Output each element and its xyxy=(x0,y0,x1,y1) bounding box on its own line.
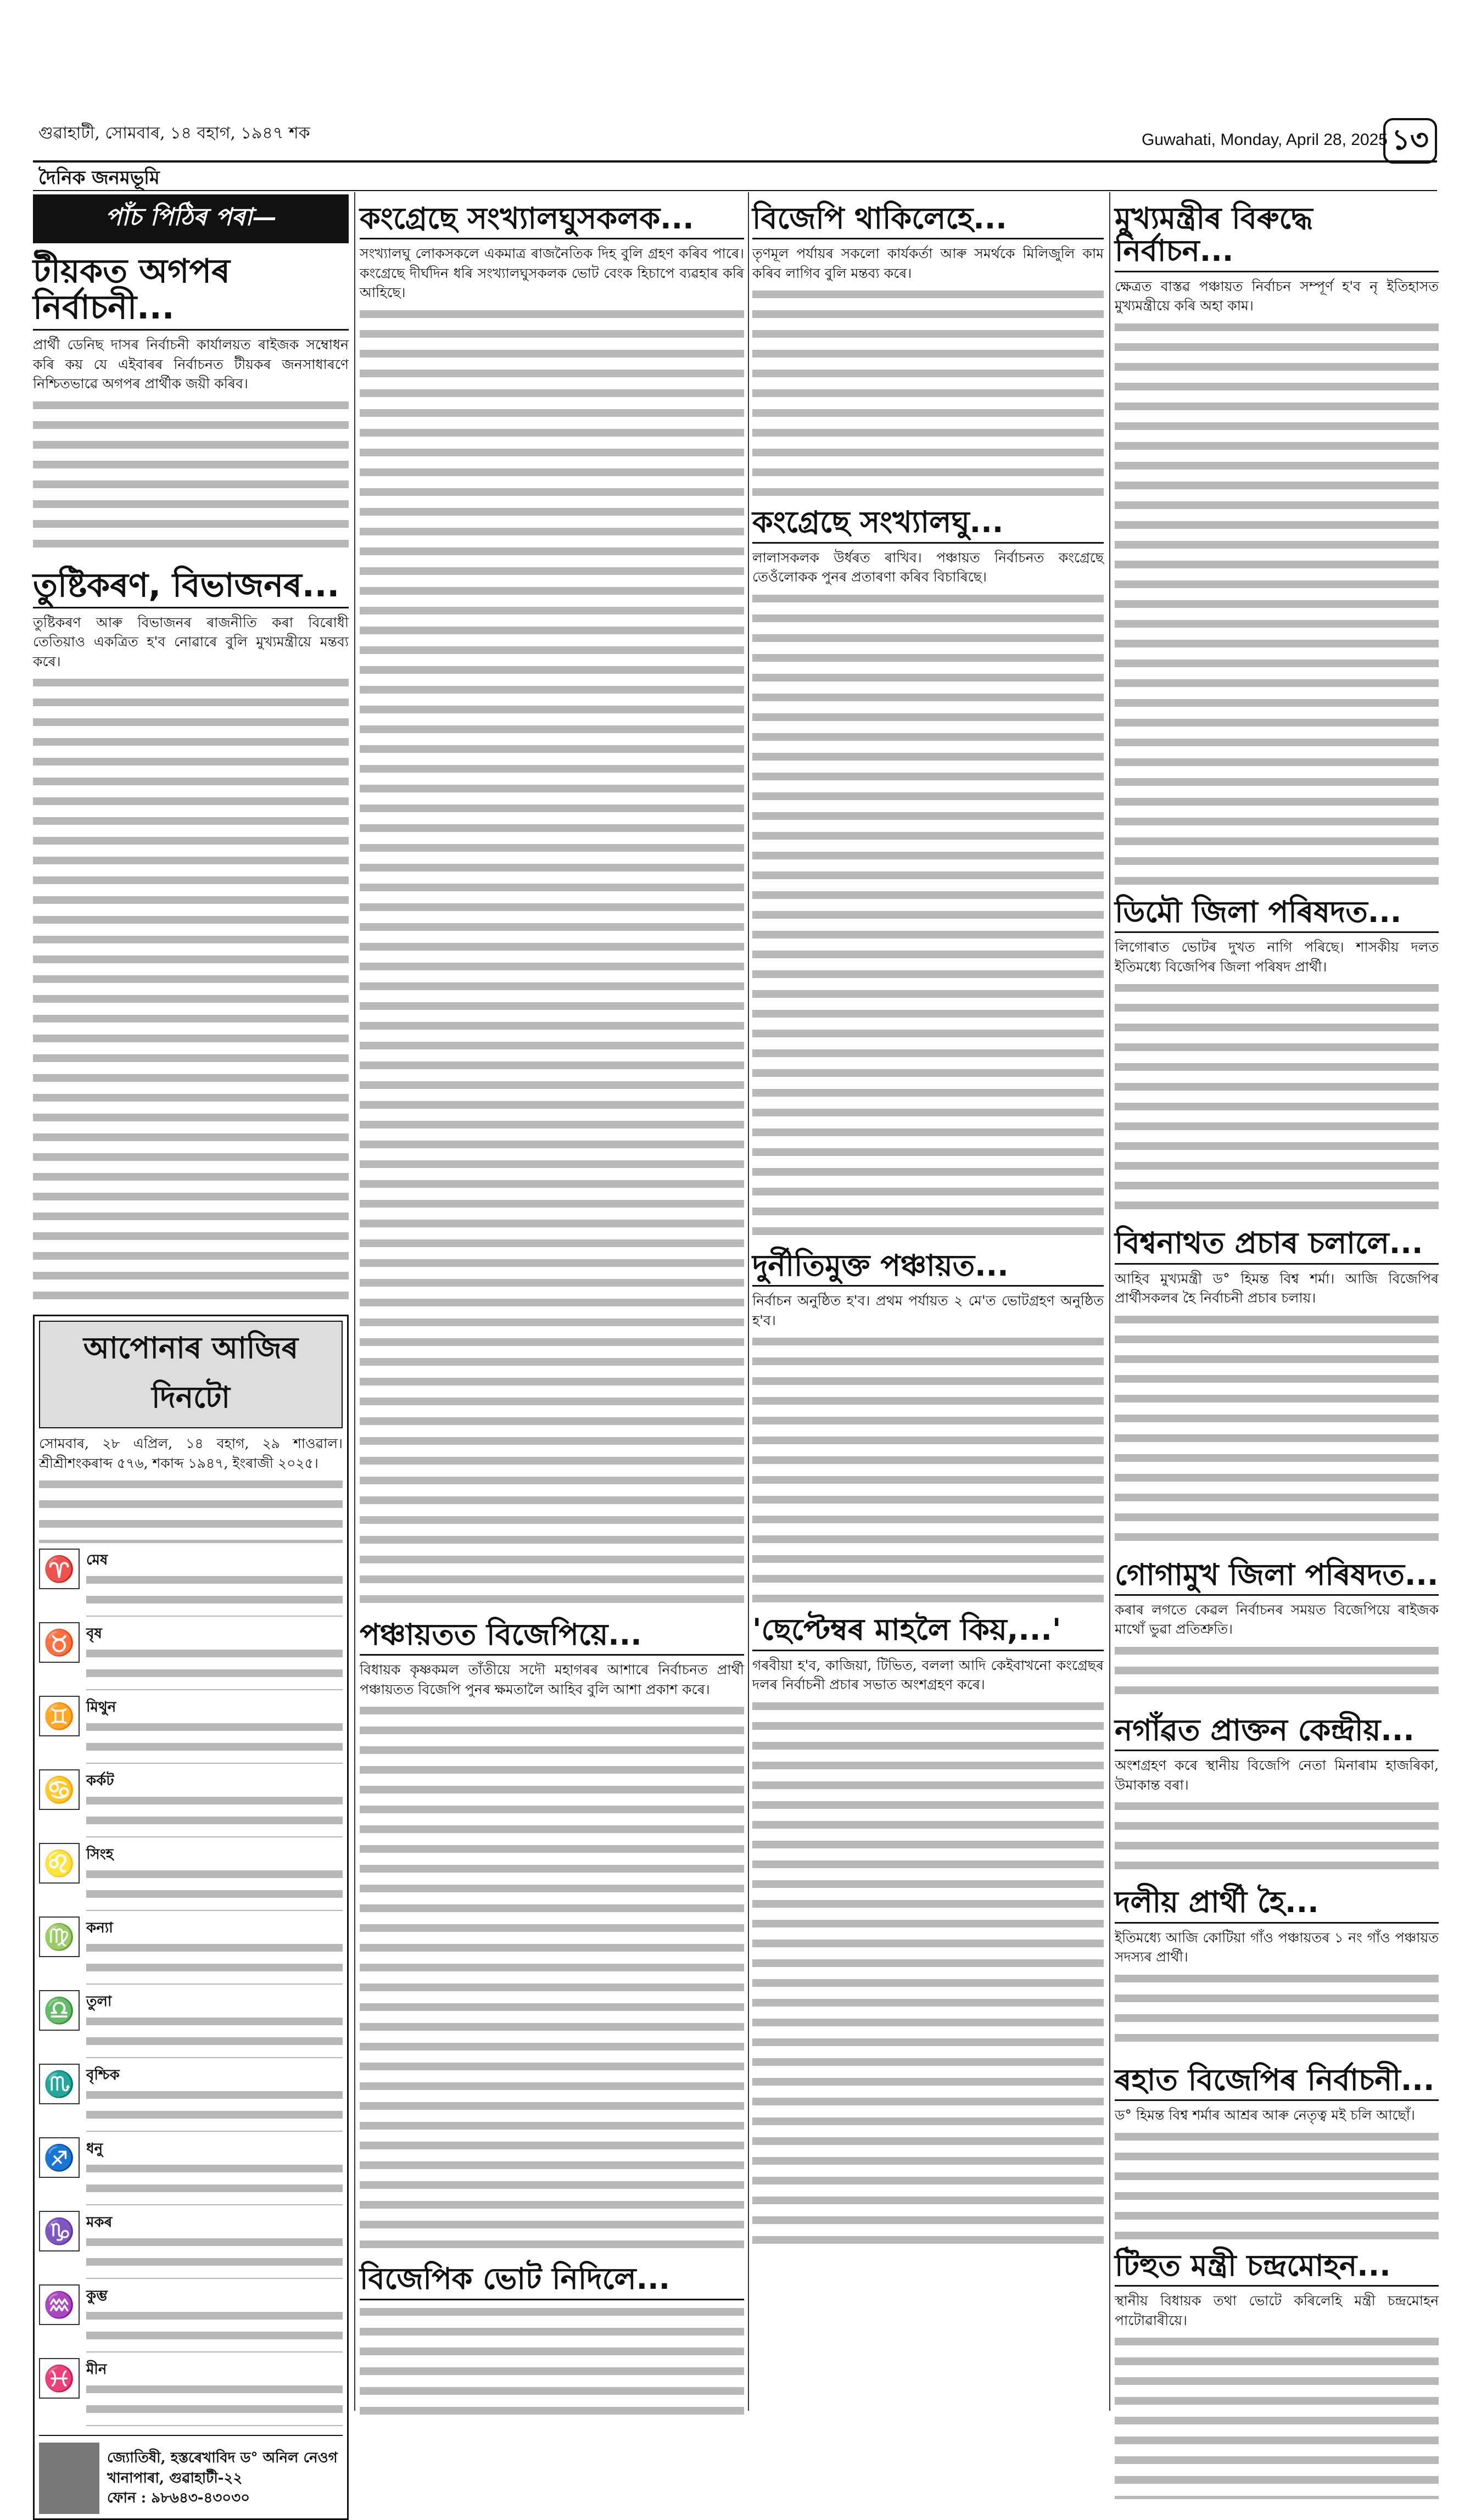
article-text: লালাসকলক উৰ্ধৰত ৰাখিব। পঞ্চায়ত নিৰ্বাচনত কংগ্ৰেছে তেওঁলোকক পুনৰ প্ৰতাৰণা কৰিব বিচাৰিছে। xyxy=(752,549,1104,585)
article-text: তুষ্টিকৰণ আৰু বিভাজনৰ ৰাজনীতি কৰা বিৰোধী তেতিয়াও একত্ৰিত হ'ব নোৱাৰে বুলি মুখ্যমন্ত্ৰীয়ে মন্তব্য কৰে। xyxy=(33,614,349,669)
article-text: নিৰ্বাচন অনুষ্ঠিত হ'ব। প্ৰথম পৰ্যায়ত ২ মে'ত ভোটগ্ৰহণ অনুষ্ঠিত হ'ব। xyxy=(752,1293,1104,1328)
zodiac-icon: ♋ xyxy=(39,1769,80,1810)
horoscope-sign-row xyxy=(39,2064,343,2132)
headline-tushtikaran: তুষ্টিকৰণ, বিভাজনৰ... xyxy=(33,567,349,608)
headline-dimow: ডিমৌ জিলা পৰিষদত... xyxy=(1115,896,1439,933)
horoscope-text xyxy=(86,2088,343,2132)
zodiac-icon: ♎ xyxy=(39,1990,80,2031)
horoscope-text xyxy=(86,2161,343,2205)
astrologer-address: খানাপাৰা, গুৱাহাটী-২২ xyxy=(107,2469,243,2487)
column-3 xyxy=(752,192,1104,2411)
zodiac-name: মিথুন xyxy=(86,1699,116,1716)
headline-corruption-free: দুৰ্নীতিমুক্ত পঞ্চায়ত... xyxy=(752,1249,1104,1287)
zodiac-icon: ♍ xyxy=(39,1916,80,1957)
zodiac-name: কৰ্কট xyxy=(86,1773,114,1789)
headline-biswanath: বিশ্বনাথত প্ৰচাৰ চলালে... xyxy=(1115,1227,1439,1264)
astrologer-credit xyxy=(39,2435,343,2514)
horoscope-intro: সোমবাৰ, ২৮ এপ্ৰিল, ১৪ বহাগ, ২৯ শাওৱাল। শ্ৰীশ্ৰীশংকৰাব্দ ৫৭৬, শকাব্দ ১৯৪৭, ইংৰাজী ২০২৫। xyxy=(39,1435,343,1471)
zodiac-icon: ♐ xyxy=(39,2137,80,2178)
article-text: তৃণমূল পৰ্যায়ৰ সকলো কাৰ্যকৰ্তা আৰু সমৰ্থকে মিলিজুলি কাম কৰিব লাগিব বুলি মন্তব্য কৰে। xyxy=(752,245,1104,281)
headline-congress-minority-2: কংগ্ৰেছে সংখ্যালঘু... xyxy=(752,506,1104,543)
zodiac-icon: ♏ xyxy=(39,2064,80,2104)
horoscope-sign-row xyxy=(39,2284,343,2353)
column-divider xyxy=(1109,192,1110,2411)
article-text-block xyxy=(1115,1644,1439,1704)
article-text-block xyxy=(1115,2334,1439,2499)
horoscope-text xyxy=(86,1646,343,1690)
zodiac-name: সিংহ xyxy=(86,1846,114,1863)
article-text: ইতিমধ্যে আজি কোটিয়া গাঁও পঞ্চায়তৰ ১ নং গাঁও পঞ্চায়ত সদস্যৰ প্ৰাৰ্থী। xyxy=(1115,1929,1439,1965)
headline-congress-minority: কংগ্ৰেছে সংখ্যালঘুসকলক... xyxy=(360,202,744,239)
article-text-block xyxy=(360,1703,744,2253)
newspaper-name: দৈনিক জনমভূমি xyxy=(38,167,160,189)
zodiac-name: মেষ xyxy=(86,1552,108,1568)
headline-panchayat-bjp: পঞ্চায়তত বিজেপিয়ে... xyxy=(360,1618,744,1656)
article-text-block xyxy=(1115,981,1439,1217)
horoscope-intro-block xyxy=(39,1477,343,1543)
zodiac-name: মকৰ xyxy=(86,2214,113,2231)
article-text: প্ৰাৰ্থী ডেনিছ দাসৰ নিৰ্বাচনী কাৰ্যালয়ত ৰাইজক সম্বোধন কৰি কয় যে এইবাৰৰ নিৰ্বাচনত টীয়কৰ জনসাধাৰণে নিশ্চিতভাৱে অগপৰ প্ৰাৰ্থীক জয়ী কৰিব। xyxy=(33,337,349,392)
column-divider xyxy=(354,192,355,2411)
article-text: সংখ্যালঘু লোকসকলে একমাত্ৰ ৰাজনৈতিক দিহ বুলি গ্ৰহণ কৰিব পাৰে। কংগ্ৰেছে দীৰ্ঘদিন ধৰি সংখ্যালঘুসকলক ভোট বেংক হিচাপে ব্যৱহাৰ কৰি আহিছে। xyxy=(360,245,744,301)
horoscope-text xyxy=(86,1793,343,1837)
zodiac-name: তুলা xyxy=(86,1993,112,2010)
horoscope-text xyxy=(86,2382,343,2426)
horoscope-sign-row xyxy=(39,1916,343,1985)
article-text: লিগোৰাত ভোটৰ দুখত নাগি পৰিছে। শাসকীয় দলত ইতিমধ্যে বিজেপিৰ জিলা পৰিষদ প্ৰাৰ্থী। xyxy=(1115,939,1439,975)
article-text-block xyxy=(1115,2130,1439,2239)
column-divider xyxy=(748,192,749,2411)
column-4 xyxy=(1115,192,1439,2411)
zodiac-icon: ♌ xyxy=(39,1843,80,1884)
article-text-block xyxy=(360,307,744,1608)
horoscope-text xyxy=(86,2309,343,2353)
column-2 xyxy=(360,192,744,2411)
headline-gogamukh: গোগামুখ জিলা পৰিষদত... xyxy=(1115,1558,1439,1596)
article-text-block xyxy=(752,1334,1104,1603)
zodiac-icon: ♑ xyxy=(39,2211,80,2251)
horoscope-sign-row xyxy=(39,1696,343,1764)
zodiac-name: ধনু xyxy=(86,2141,103,2157)
horoscope-sign-row xyxy=(39,1549,343,1617)
zodiac-name: বৃষ xyxy=(86,1625,102,1642)
article-text-block xyxy=(1115,320,1439,886)
article-text-block xyxy=(33,398,349,557)
column-1 xyxy=(33,192,349,2507)
horoscope-text xyxy=(86,1720,343,1764)
header-rule xyxy=(33,160,1437,163)
header-rule-lower xyxy=(33,190,1437,191)
article-text-block xyxy=(1115,1799,1439,1876)
headline-tiyok: টীয়কত অগপৰ নিৰ্বাচনী... xyxy=(33,253,349,331)
article-text: গৰবীয়া হ'ব, কাজিয়া, টিভিত, বললা আদি কেইবাখনো কংগ্ৰেছৰ দলৰ নিৰ্বাচনী প্ৰচাৰ সভাত অংশগ্ৰহণ কৰে। xyxy=(752,1657,1104,1693)
astrologer-name: জ্যোতিষী, হস্তৰেখাবিদ ড° অনিল নেওগ xyxy=(107,2450,338,2467)
headline-bjp-thakilehe: বিজেপি থাকিলেহে... xyxy=(752,202,1104,239)
horoscope-text xyxy=(86,1867,343,1911)
zodiac-name: কুম্ভ xyxy=(86,2288,108,2304)
headline-tihu: টিহুত মন্ত্ৰী চন্দ্ৰমোহন... xyxy=(1115,2249,1439,2287)
headline-party-candidate: দলীয় প্ৰাৰ্থী হৈ... xyxy=(1115,1886,1439,1923)
horoscope-text xyxy=(86,2235,343,2279)
header-date-english: Guwahati, Monday, April 28, 2025 xyxy=(1141,131,1388,149)
horoscope-title: আপোনাৰ আজিৰ দিনটো xyxy=(39,1321,343,1428)
page-number: ১৩ xyxy=(1383,118,1437,164)
horoscope-box xyxy=(33,1315,349,2520)
astrologer-phone: ফোন : ৯৮৬৪৩-৪৩০৩০ xyxy=(107,2490,250,2507)
header-date-assamese: গুৱাহাটী, সোমবাৰ, ১৪ বহাগ, ১৯৪৭ শক xyxy=(38,124,310,143)
headline-september: 'ছেপ্টেম্বৰ মাহলৈ কিয়,...' xyxy=(752,1613,1104,1651)
horoscope-sign-row xyxy=(39,1990,343,2058)
zodiac-icon: ♉ xyxy=(39,1622,80,1663)
article-text: স্থানীয় বিধায়ক তথা ভোটে কৰিলেহি মন্ত্ৰী চন্দ্ৰমোহন পাটোৱাৰীয়ে। xyxy=(1115,2293,1439,2328)
horoscope-sign-row xyxy=(39,1622,343,1690)
continued-banner: পাঁচ পিঠিৰ পৰা— xyxy=(33,194,349,243)
article-text-block xyxy=(752,287,1104,496)
headline-bjp-vote: বিজেপিক ভোট নিদিলে... xyxy=(360,2262,744,2300)
article-text-block xyxy=(33,675,349,1307)
article-text: ক্ষেত্ৰত বাস্তৱ পঞ্চায়ত নিৰ্বাচন সম্পূৰ্ণ হ'ব নৃ ইতিহাসত মুখ্যমন্ত্ৰীয়ে কৰি অহা কাম। xyxy=(1115,278,1439,314)
article-text-block xyxy=(360,2305,744,2415)
headline-cm-election: মুখ্যমন্ত্ৰীৰ বিৰুদ্ধে নিৰ্বাচন... xyxy=(1115,202,1439,272)
zodiac-icon: ♓ xyxy=(39,2358,80,2399)
article-text-block xyxy=(752,1699,1104,2248)
horoscope-sign-row xyxy=(39,1843,343,1911)
headline-nagaon: নগাঁৱত প্ৰাক্তন কেন্দ্ৰীয়... xyxy=(1115,1714,1439,1751)
horoscope-sign-row xyxy=(39,2211,343,2279)
zodiac-icon: ♊ xyxy=(39,1696,80,1736)
article-text: কৰাৰ লগতে কেৱল নিৰ্বাচনৰ সময়ত বিজেপিয়ে ৰাইজক মাথোঁ ভুৱা প্ৰতিশ্ৰুতি। xyxy=(1115,1601,1439,1638)
article-text-block xyxy=(752,591,1104,1239)
horoscope-sign-row xyxy=(39,1769,343,1837)
astrologer-photo xyxy=(39,2443,99,2514)
article-text: আহিব মুখ্যমন্ত্ৰী ড° হিমন্ত বিশ্ব শৰ্মা। আজি বিজেপিৰ প্ৰাৰ্থীসকলৰ হৈ নিৰ্বাচনী প্ৰচাৰ চলায়। xyxy=(1115,1270,1439,1306)
zodiac-icon: ♈ xyxy=(39,1549,80,1589)
horoscope-signs xyxy=(39,1549,343,2426)
headline-rohat: ৰহাত বিজেপিৰ নিৰ্বাচনী... xyxy=(1115,2064,1439,2101)
article-text-block xyxy=(1115,1971,1439,2054)
horoscope-sign-row xyxy=(39,2137,343,2205)
article-text: ড° হিমন্ত বিশ্ব শৰ্মাৰ আশ্ৰৰ আৰু নেতৃত্ব মই চলি আছোঁ। xyxy=(1115,2107,1415,2124)
horoscope-text xyxy=(86,2014,343,2058)
zodiac-name: মীন xyxy=(86,2361,107,2378)
horoscope-text xyxy=(86,1941,343,1985)
zodiac-name: বৃশ্চিক xyxy=(86,2067,120,2083)
horoscope-text xyxy=(86,1573,343,1617)
horoscope-sign-row xyxy=(39,2358,343,2426)
article-text: বিধায়ক কৃষ্ণকমল তাঁতীয়ে সদৌ মহাগৰৰ আশাৰে নিৰ্বাচনত প্ৰাৰ্থী পঞ্চায়তত বিজেপি পুনৰ ক্ষমতালৈ আহিব বুলি আশা প্ৰকাশ কৰে। xyxy=(360,1662,744,1697)
zodiac-icon: ♒ xyxy=(39,2284,80,2325)
article-text: অংশগ্ৰহণ কৰে স্থানীয় বিজেপি নেতা মিনাৰাম হাজৰিকা, উমাকান্ত বৰা। xyxy=(1115,1757,1439,1793)
zodiac-name: কন্যা xyxy=(86,1920,113,1936)
article-text-block xyxy=(1115,1312,1439,1549)
